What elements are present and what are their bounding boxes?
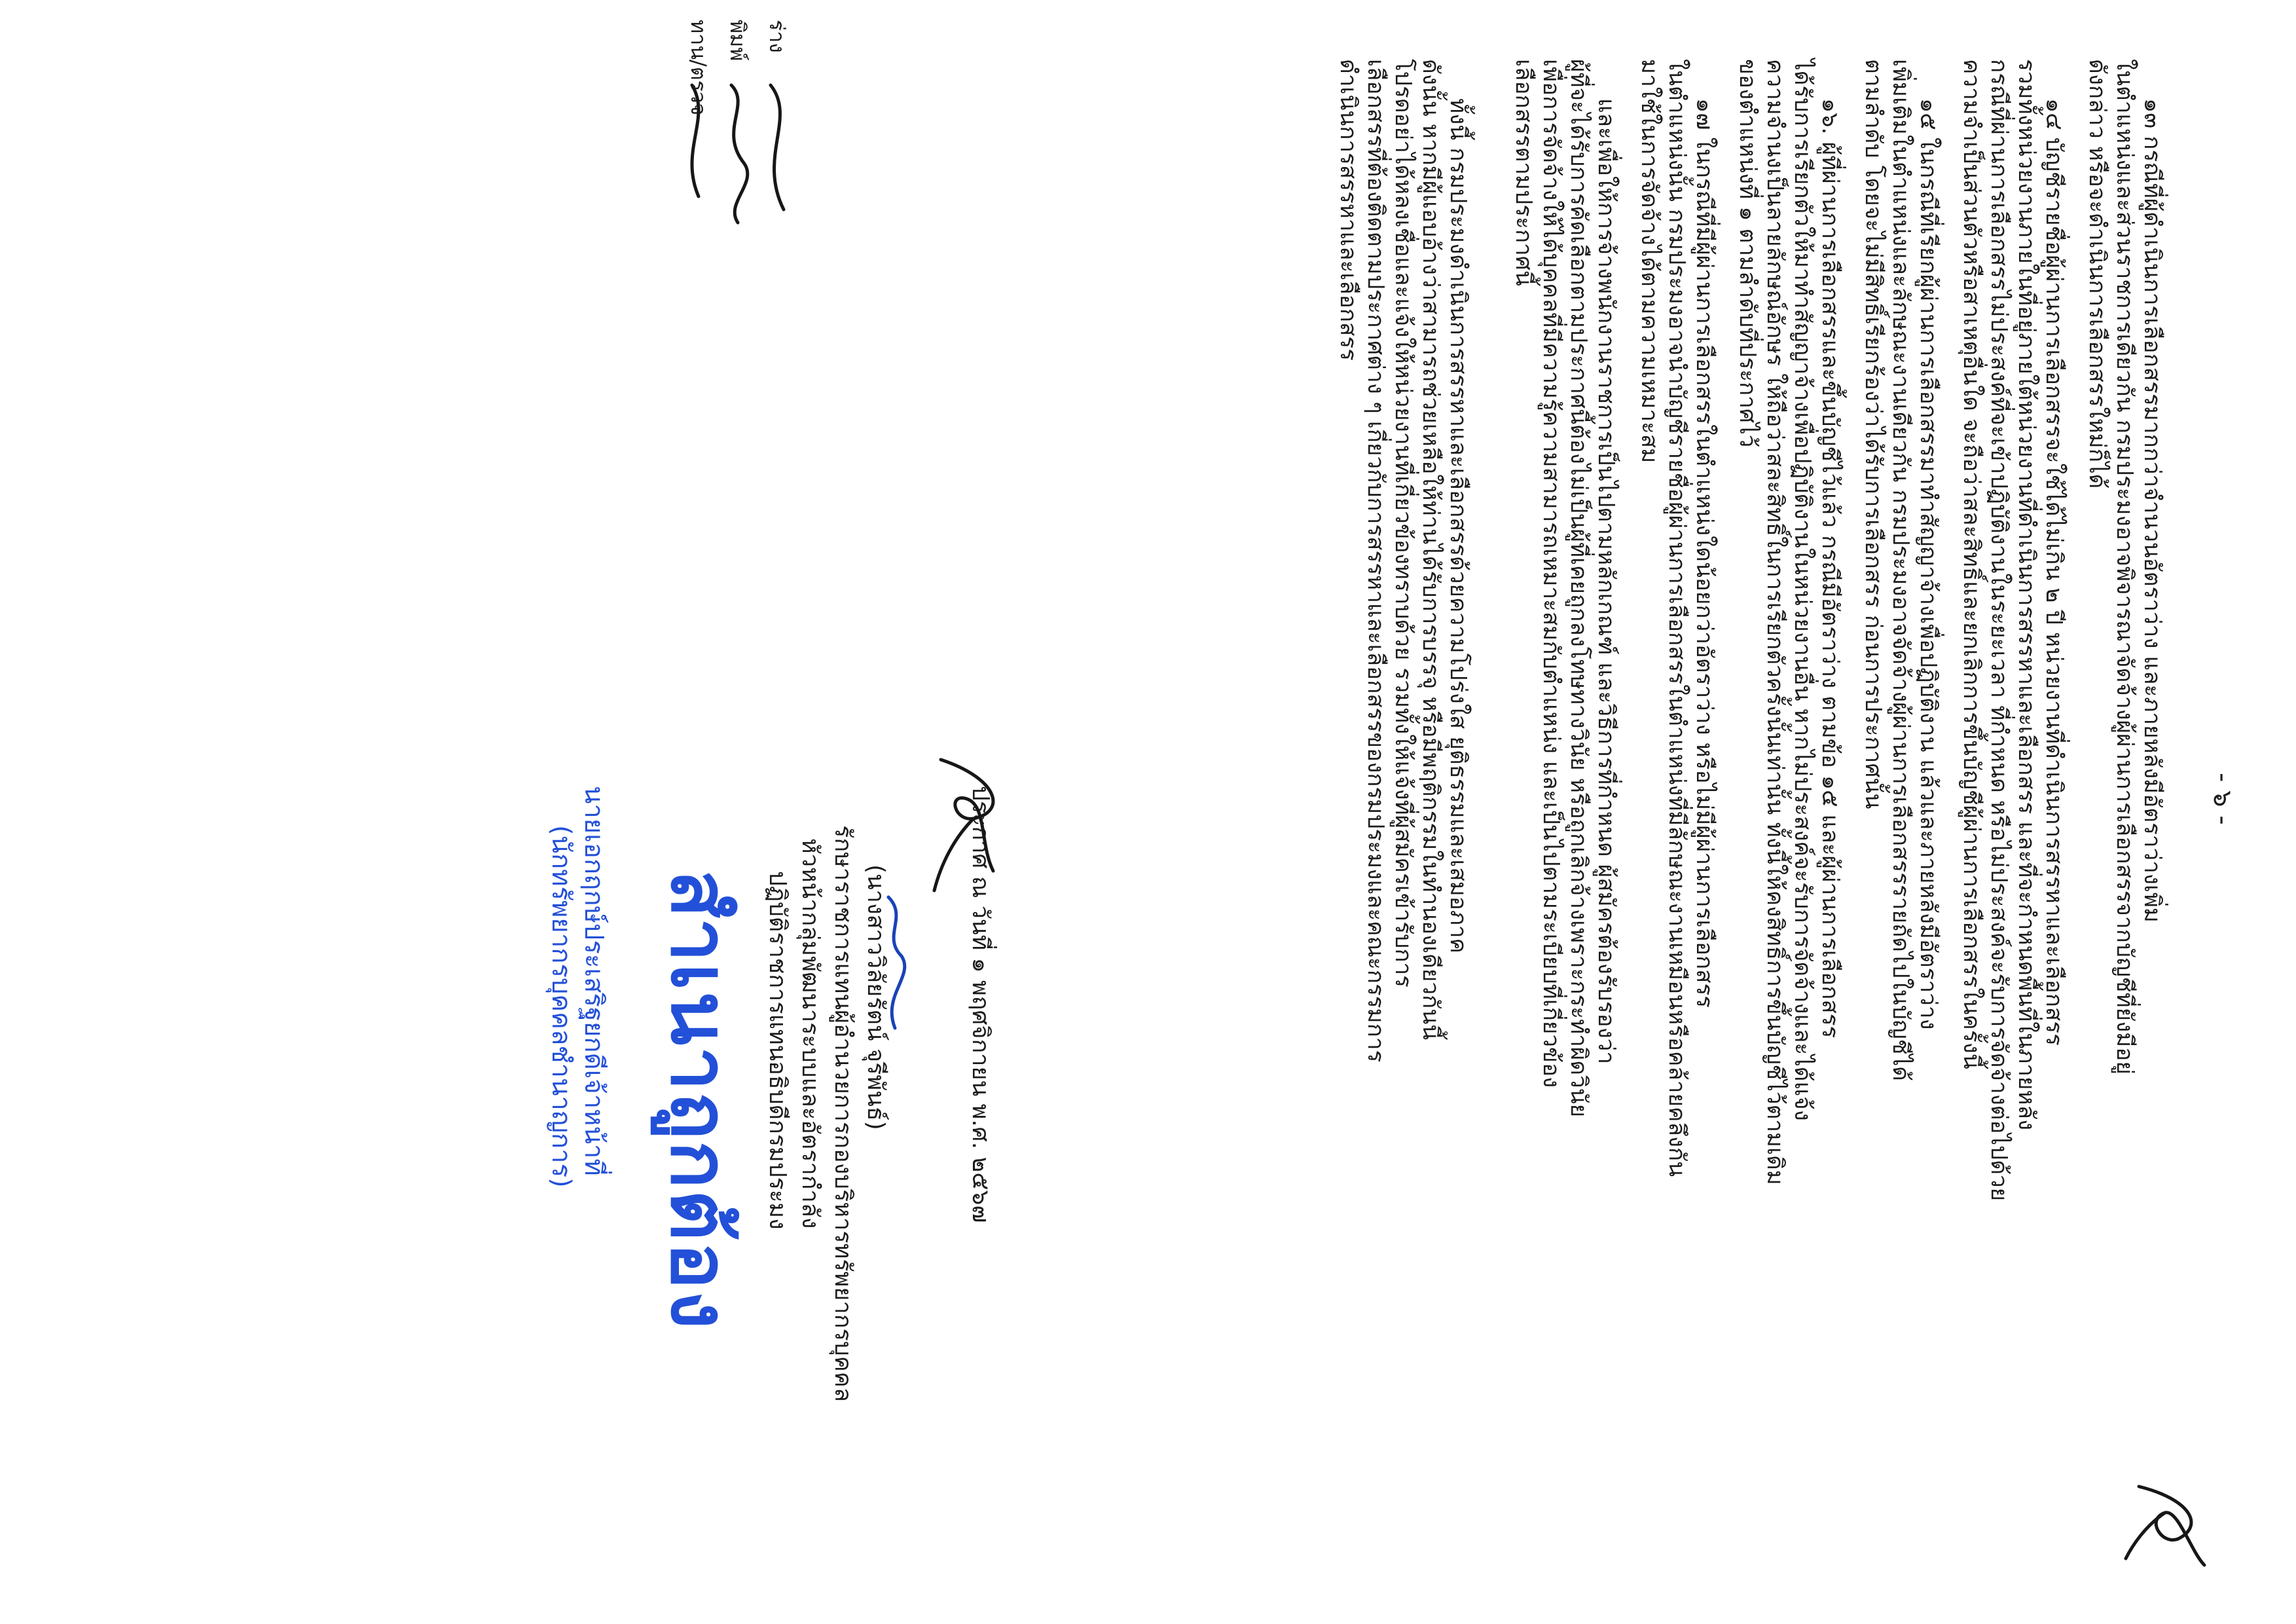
certified-copy-stamp (607, 838, 751, 1362)
paragraph-line: ของตำแหน่งที่ ๑ ตามลำดับที่ประกาศไว้ (1734, 59, 1760, 448)
announcement-date: ประกาศ ณ วันที่ ๑ พฤศจิกายน พ.ศ. ๒๕๖๗ (967, 786, 994, 1223)
paragraph-line: ความจำนงเป็นลายลักษณ์อักษร ให้ถือว่าสละสิทธิ์ในการเรียกตัวครั้งนั้นเท่านั้น ทั้งนี้ให้คงสิทธิ์การขึ้นบัญชีไว้ตามเดิม (1762, 59, 1788, 1185)
paragraph-line: ๑๓ กรณีที่ผู้ดำเนินการเลือกสรรมากกว่าจำนวนอัตราว่าง และภายหลังมีอัตราว่างเพิ่ม (2139, 98, 2165, 923)
paragraph-line: ผู้ที่จะได้รับการคัดเลือกตามประกาศนี้ต้องไม่เป็นผู้ที่เคยถูกลงโทษทางวินัย หรือถูกเลิกจ้างเพราะกระทำผิดวินัย (1565, 59, 1592, 1118)
paragraph-line: ได้รับการเรียกตัวให้มาทำสัญญาจ้างเพื่อปฏิบัติงานในหน่วยงานอื่น หากไม่ประสงค์จะรับการจัดจ้างและได้แจ้ง (1789, 59, 1815, 1121)
closing-line: ทั้งนี้ กรมประมงดำเนินการสรรหาและเลือกสรรด้วยความโปร่งใส ยุติธรรมและเสมอภาค (1445, 98, 1471, 953)
closing-line: ดังนั้น หากมีผู้แอบอ้างว่าสามารถช่วยเหลือให้ท่านได้รับการบรรจุ หรือมีพฤติกรรมในทำนองเดียวกันนี้ (1417, 59, 1444, 1041)
initials-label: พิมพ์ (725, 20, 750, 62)
closing-line: โปรดอย่าได้หลงเชื่อและแจ้งให้หน่วยงานที่เกี่ยวข้องทราบด้วย รวมทั้งให้แจ้งที่ผู้สมัครเข้ารับการ (1390, 59, 1416, 987)
signer-title: หัวหน้ากลุ่มพัฒนาระบบและอัตรากำลัง (797, 838, 824, 1229)
signer-title: ปฏิบัติราชการแทนอธิบดีกรมประมง (764, 871, 791, 1230)
signer-name: (นางสาววิลัยรัตน์ จุรีพันธ์) (862, 864, 889, 1130)
paragraph-line: มาใช้ในการจัดจ้างได้ตามความเหมาะสม (1636, 59, 1662, 464)
closing-line: ดำเนินการสรรหาและเลือกสรร (1335, 59, 1361, 361)
stamp-main-text: สำเนาถูกต้อง (653, 870, 744, 1331)
stamp-sub-line: (นักทรัพยากรบุคคลชำนาญการ) (546, 825, 576, 1188)
paragraph-line: ๑๗ ในกรณีที่มีผู้ผ่านการเลือกสรรในตำแหน่งใดน้อยกว่าอัตราว่าง หรือไม่มีผู้ผ่านการเลือกสรร (1691, 98, 1717, 1008)
paragraph-line: รวมทั้งหน่วยงานภายในที่อยู่ภายใต้หน่วยงานที่ดำเนินการสรรหาและเลือกสรร และที่จะกำหนดพื้นที่ในภายหลัง (2013, 59, 2039, 1131)
paragraph-line: เพื่อการจัดจ้างให้ได้บุคคลที่มีความรู้ความสามารถเหมาะสมกับตำแหน่ง และเป็นไปตามระเบียบที่เกี่ยวข้อง (1538, 59, 1564, 1088)
signer-title: รักษาราชการแทนผู้อำนวยการกองบริหารทรัพยากรบุคคล (829, 825, 856, 1402)
page-number: - ๖ - (2208, 773, 2238, 825)
paragraph-line: กรณีที่ผ่านการเลือกสรรไม่ประสงค์ที่จะเข้าปฏิบัติงานในระยะเวลา ที่กำหนด หรือไม่ประสงค์จะรับการจัดจ้างต่อไปด้วย (1986, 59, 2012, 1202)
paragraph-line: ๑๖. ผู้ที่ผ่านการเลือกสรรและขึ้นบัญชีไว้แล้ว กรณีมีอัตราว่าง ตามข้อ ๑๕ และผู้ผ่านการเลือกสรร (1817, 98, 1843, 1039)
paragraph-line: ในตำแหน่งและส่วนราชการเดียวกัน กรมประมงอาจพิจารณาจัดจ้างผู้ผ่านการเลือกสรรจากบัญชีที่ยังมีอยู่ (2111, 59, 2138, 1075)
handwritten-signature-icon (2117, 1473, 2217, 1578)
initials-label: ร่าง (765, 20, 790, 53)
paragraph-line: ในตำแหน่งนั้น กรมประมงอาจนำบัญชีรายชื่อผู้ผ่านการเลือกสรรในตำแหน่งที่มีลักษณะงานเหมือนหรือคล้ายคลึงกัน (1664, 59, 1690, 1177)
closing-line: เลือกสรรที่ต้องติดตามประกาศต่าง ๆ เกี่ยวกับการสรรหาและเลือกสรรของกรมประมงและคณะกรรมการ (1362, 59, 1389, 1063)
paragraph-line: ดังกล่าว หรือจะดำเนินการเลือกสรรใหม่ก็ได้ (2084, 59, 2110, 489)
handwritten-initials-icon (672, 79, 797, 229)
stamp-sub-line: นายเอกฤกษ์ประเสริฐยกดีเจ้าหน้าที่ (579, 786, 609, 1176)
paragraph-line: และเพื่อให้การจ้างพนักงานราชการเป็นไปตามหลักเกณฑ์ และวิธีการที่กำหนด ผู้สมัครต้องรับรองว่า (1593, 98, 1619, 1064)
initials-label: ทาน/ตรวจ (686, 20, 711, 116)
paragraph-line: ๑๔ บัญชีรายชื่อผู้ผ่านการเลือกสรรจะใช้ได้ไม่เกิน ๒ ปี หน่วยงานที่ดำเนินการสรรหาและเลือกสรร (2041, 98, 2067, 1046)
paragraph-line: ตามลำดับ โดยจะไม่มีสิทธิ์เรียกร้องว่าได้รับการเลือกสรร ก่อนการประกาศนั้น (1860, 59, 1886, 809)
paragraph-line: เพิ่มเติมในตำแหน่งและลักษณะงานเดียวกัน กรมประมงอาจจัดจ้างผู้ผ่านการเลือกสรรรายถัดไปในบัญชีได้ (1887, 59, 1914, 1081)
handwritten-signature-icon (919, 740, 1013, 910)
paragraph-line: เลือกสรรตามประกาศนี้ (1510, 59, 1537, 286)
handwritten-signature-icon (866, 891, 921, 1035)
paragraph-line: ความจำเป็นส่วนตัวหรือสาเหตุอื่นใด จะถือว่าสละสิทธิ์และยกเลิกการขึ้นบัญชีผู้ผ่านการเลือกสรรในครั้งนี้ (1958, 59, 1984, 1069)
paragraph-line: ๑๕ ในกรณีที่เรียกผู้ผ่านการเลือกสรรมาทำสัญญาจ้างเพื่อปฏิบัติงาน แล้วและภายหลังมีอัตราว่าง (1915, 98, 1941, 1030)
